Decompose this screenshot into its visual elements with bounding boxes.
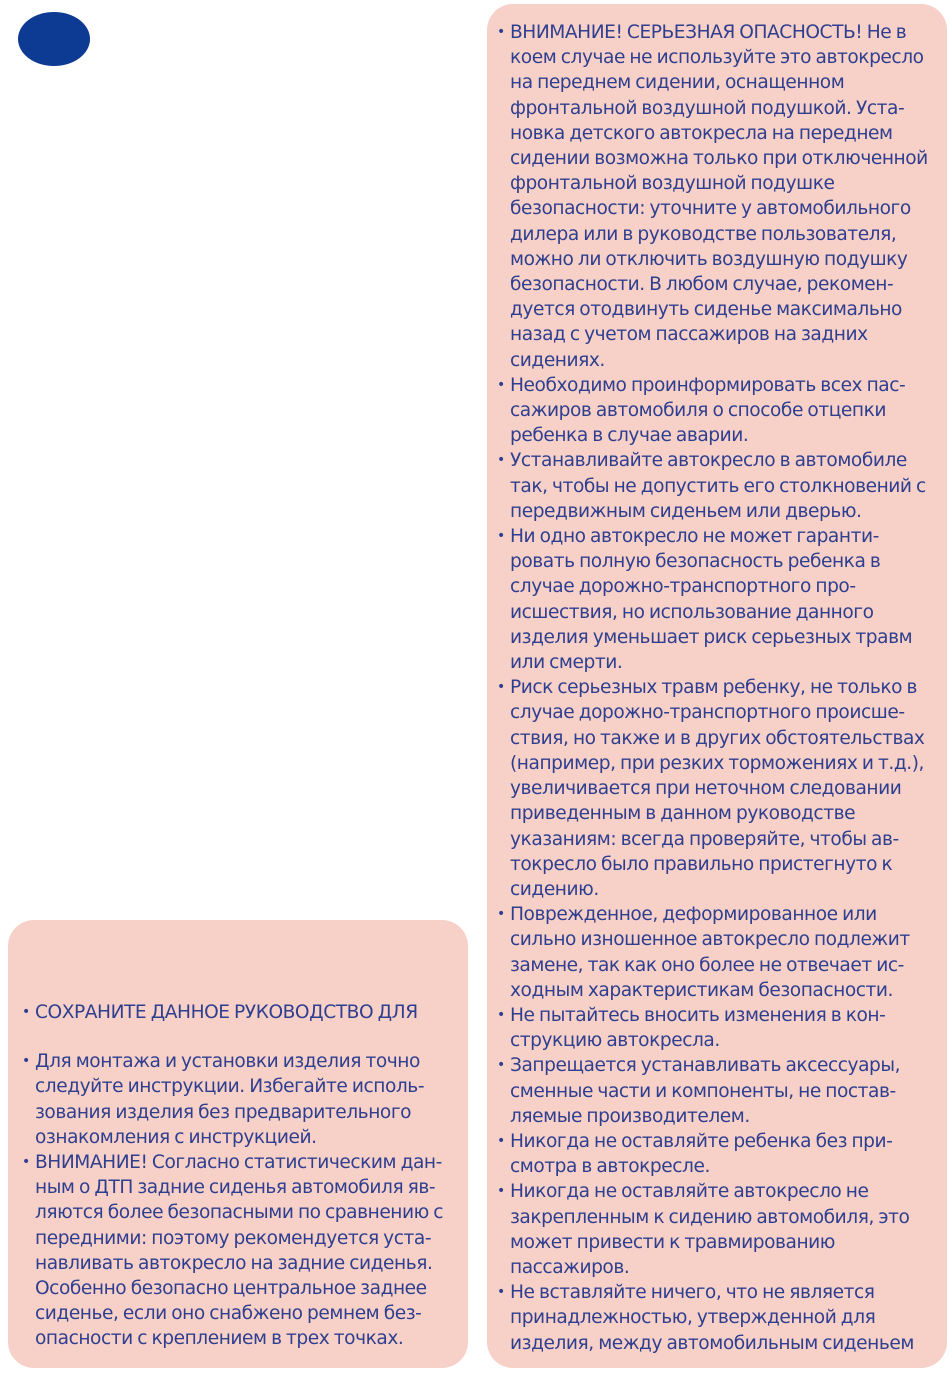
list-item: • Никогда не оставляйте ребенка без присмотра в автокресле. [495, 1129, 933, 1179]
list-item: • Ни одно автокресло не может гарантировать полную безопасность ребенка в случае дорожно-транспортного происшествия, но использование данного изделия уменьшает риск серьезных травм или смерти. [495, 524, 933, 675]
warnings-list-left [20, 1000, 454, 1352]
list-item: • Необходимо проинформировать всех пассажиров автомобиля о способе отцепки ребенка в случае аварии. [495, 373, 933, 449]
list-item: • Поврежденное, деформированное или сильно изношенное автокресло подлежит замене, так как оно более не отвечает исходным характеристикам безопасности. [495, 902, 933, 1003]
page-badge [18, 12, 90, 66]
list-item: • ВНИМАНИЕ! СЕРЬЕЗНАЯ ОПАСНОСТЬ! Не в коем случае не используйте это автокресло на переднем сидении, оснащенном фронтальной воздушной подушкой. Установка детского автокресла на переднем сидении возможна только при отключенной фронтальной воздушной подушке безопасности: уточните у автомобильного дилера или в руководстве пользователя, можно ли отключить воздушную подушку безопасности. В любом случае, рекомендуется отодвинуть сиденье максимально назад с учетом пассажиров на задних сидениях. [495, 20, 933, 373]
list-item: • Никогда не оставляйте автокресло не закрепленным к сидению автомобиля, это может привести к травмированию пассажиров. [495, 1179, 933, 1280]
list-item: • СОХРАНИТЕ ДАННОЕ РУКОВОДСТВО ДЛЯ [20, 1000, 454, 1025]
list-item: • Риск серьезных травм ребенку, не только в случае дорожно-транспортного происшествия, но также и в других обстоятельствах (например, при резких торможениях и т.д.), увеличивается при неточном следовании приведенным в данном руководстве указаниям: всегда проверяйте, чтобы автокресло было правильно пристегнуто к сидению. [495, 675, 933, 902]
warnings-list-right [495, 20, 933, 1356]
list-item: • Не пытайтесь вносить изменения в конструкцию автокресла. [495, 1003, 933, 1053]
list-item: • ВНИМАНИЕ! Согласно статистическим данным о ДТП задние сиденья автомобиля являются более безопасными по сравнению с передними: поэтому рекомендуется устанавливать автокресло на задние сиденья. Особенно безопасно центральное заднее сиденье, если оно снабжено ремнем безопасности с креплением в трех точках. [20, 1150, 454, 1352]
list-item: • Для монтажа и установки изделия точно следуйте инструкции. Избегайте использования изделия без предварительного ознакомления с инструкцией. [20, 1049, 454, 1150]
warnings-panel-right [487, 4, 947, 1368]
warnings-panel-left [8, 920, 468, 1368]
list-item: • Запрещается устанавливать аксессуары, сменные части и компоненты, не поставляемые производителем. [495, 1053, 933, 1129]
list-item: • Устанавливайте автокресло в автомобиле так, чтобы не допустить его столкновений с передвижным сиденьем или дверью. [495, 448, 933, 524]
list-item: • Не вставляйте ничего, что не является принадлежностью, утвержденной для изделия, между автомобильным сиденьем [495, 1280, 933, 1356]
